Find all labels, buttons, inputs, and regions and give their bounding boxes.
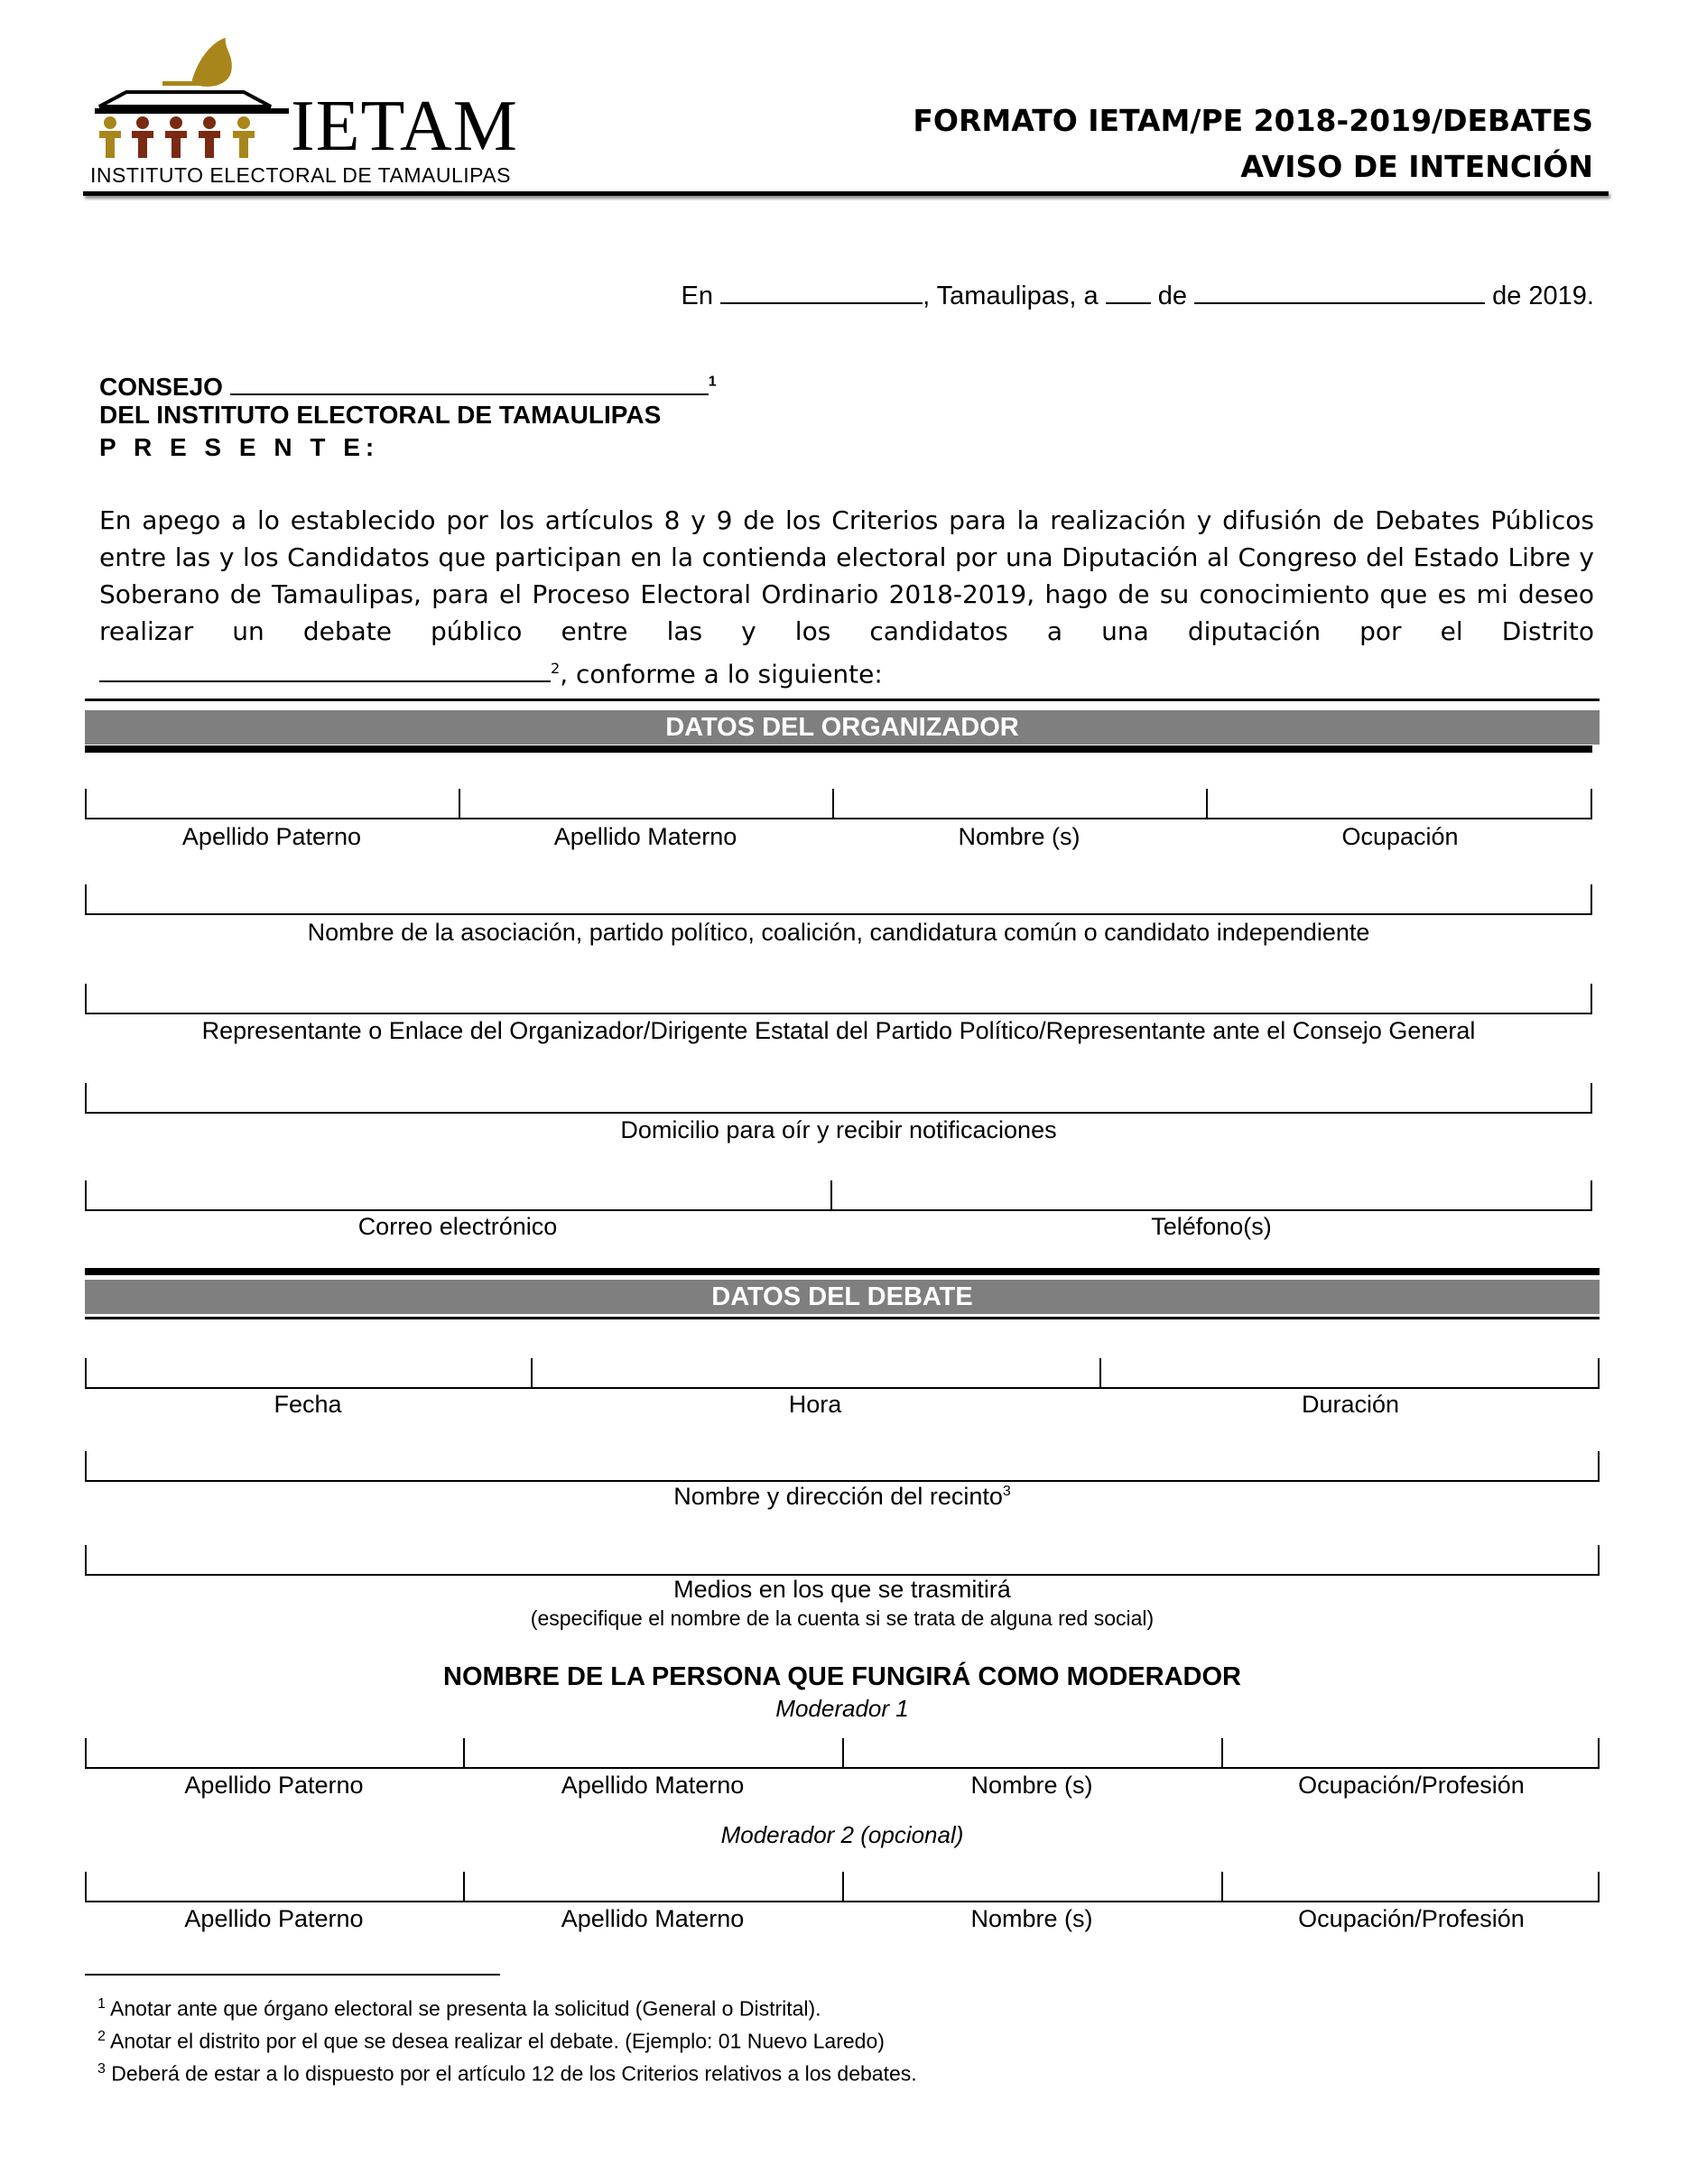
footnote-2 bbox=[97, 2029, 885, 2054]
field-divider bbox=[1591, 984, 1592, 1014]
footnote-1-text: Anotar ante que órgano electoral se presenta la solicitud (General o Distrital). bbox=[110, 1996, 821, 2021]
label-apellido-paterno: Apellido Paterno bbox=[181, 823, 362, 850]
addressee-consejo bbox=[99, 366, 717, 402]
label-fecha: Fecha bbox=[274, 1391, 342, 1418]
footnote-1 bbox=[97, 1996, 821, 2022]
field-divider bbox=[1598, 1358, 1600, 1389]
moderator-2-name-input[interactable] bbox=[844, 1872, 1220, 1901]
mod2-label-apellido-paterno: Apellido Paterno bbox=[184, 1905, 364, 1932]
label-representative: Representante o Enlace del Organizador/Dirigente Estatal del Partido Político/Representante ante el Consejo General bbox=[201, 1017, 1476, 1044]
address-input[interactable] bbox=[85, 1083, 1592, 1114]
section-rule-top bbox=[85, 1268, 1600, 1275]
intro-paragraph bbox=[99, 502, 1594, 692]
footnote-3-mark: 3 bbox=[97, 2061, 106, 2077]
field-divider bbox=[85, 1545, 87, 1576]
footnote-ref-1: 1 bbox=[708, 374, 717, 390]
district-field[interactable] bbox=[99, 653, 551, 682]
mod1-label-apellido-materno: Apellido Materno bbox=[561, 1772, 745, 1799]
label-venue bbox=[85, 1483, 1600, 1511]
place-en-label: En bbox=[681, 282, 713, 310]
footnote-ref-3: 3 bbox=[1002, 1484, 1011, 1499]
place-date-line bbox=[682, 275, 1594, 311]
moderator-1-label: Moderador 1 bbox=[775, 1695, 909, 1722]
label-phone: Teléfono(s) bbox=[1151, 1213, 1272, 1240]
document-title: FORMATO IETAM/PE 2018-2019/DEBATES bbox=[913, 103, 1593, 138]
phone-input[interactable] bbox=[832, 1180, 1589, 1209]
footnote-2-text: Anotar el distrito por el que se desea realizar el debate. (Ejemplo: 01 Nuevo Laredo) bbox=[110, 2029, 885, 2053]
de-label: de bbox=[1157, 282, 1187, 310]
intro-closing: , conforme a lo siguiente: bbox=[560, 659, 883, 689]
email-input[interactable] bbox=[87, 1180, 829, 1209]
field-divider bbox=[1598, 1545, 1600, 1576]
field-divider bbox=[85, 984, 87, 1014]
document-subtitle: AVISO DE INTENCIÓN bbox=[1240, 149, 1593, 184]
consejo-label: CONSEJO bbox=[99, 373, 223, 401]
intro-text: En apego a lo establecido por los artículos 8 y 9 de los Criterios para la realización y difusión de Debates Públicos entre las y los Candidatos que participan en la contienda electoral por una Diputación al Congreso del Estado Libre y Soberano de Tamaulipas, para el Proceso Electoral Ordinario 2018-2019, hago de su conocimiento que es mi deseo realizar un debate público entre las y los candidatos a una diputación por el Distrito bbox=[99, 505, 1594, 646]
field-divider bbox=[1591, 884, 1592, 915]
field-divider bbox=[1598, 1738, 1600, 1769]
moderator-1-occupation-input[interactable] bbox=[1223, 1738, 1596, 1767]
label-hora: Hora bbox=[788, 1391, 842, 1418]
label-nombre: Nombre (s) bbox=[958, 823, 1081, 850]
day-field[interactable] bbox=[1106, 275, 1151, 304]
footnote-3-text: Deberá de estar a lo dispuesto por el artículo 12 de los Criterios relativos a los debates. bbox=[111, 2061, 917, 2086]
field-divider bbox=[85, 1083, 87, 1114]
addressee-institute: DEL INSTITUTO ELECTORAL DE TAMAULIPAS bbox=[99, 401, 662, 429]
date-input[interactable] bbox=[87, 1358, 529, 1387]
media-input[interactable] bbox=[85, 1545, 1600, 1576]
organizer-section-header: DATOS DEL ORGANIZADOR bbox=[85, 710, 1600, 745]
year-label: de 2019. bbox=[1492, 282, 1594, 310]
field-divider bbox=[85, 1451, 87, 1482]
label-email: Correo electrónico bbox=[357, 1213, 558, 1240]
city-field[interactable] bbox=[720, 275, 923, 304]
section-rule-bottom bbox=[85, 745, 1592, 753]
label-duracion: Duración bbox=[1301, 1391, 1400, 1418]
month-field[interactable] bbox=[1194, 275, 1485, 304]
section-rule-bottom bbox=[85, 1317, 1600, 1319]
organizer-name-input[interactable] bbox=[834, 789, 1204, 818]
association-input[interactable] bbox=[85, 884, 1592, 915]
section-rule-top bbox=[85, 699, 1600, 701]
time-input[interactable] bbox=[533, 1358, 1098, 1387]
label-media: Medios en los que se trasmitirá bbox=[673, 1576, 1011, 1603]
moderator-1-name-input[interactable] bbox=[844, 1738, 1220, 1767]
field-divider bbox=[85, 884, 87, 915]
mod2-label-ocupacion: Ocupación/Profesión bbox=[1298, 1905, 1525, 1932]
field-divider bbox=[1598, 1451, 1600, 1482]
logo-subtitle: INSTITUTO ELECTORAL DE TAMAULIPAS bbox=[90, 163, 511, 187]
footnote-ref-2: 2 bbox=[551, 660, 561, 677]
debate-section-header: DATOS DEL DEBATE bbox=[85, 1280, 1600, 1314]
mod1-label-ocupacion: Ocupación/Profesión bbox=[1298, 1772, 1525, 1799]
field-divider bbox=[1591, 1083, 1592, 1114]
ietam-logo-emblem bbox=[90, 36, 298, 162]
footnote-3 bbox=[97, 2061, 917, 2087]
label-association: Nombre de la asociación, partido político, coalición, candidatura común o candidato independiente bbox=[307, 919, 1370, 946]
moderator-2-maternal-input[interactable] bbox=[465, 1872, 840, 1901]
addressee-presente: P R E S E N T E: bbox=[99, 433, 380, 461]
organizer-maternal-surname-input[interactable] bbox=[460, 789, 830, 818]
label-address: Domicilio para oír y recibir notificaciones bbox=[620, 1116, 1057, 1143]
mod2-label-nombre: Nombre (s) bbox=[970, 1905, 1093, 1932]
venue-label-text: Nombre y dirección del recinto bbox=[673, 1483, 1003, 1510]
moderator-2-occupation-input[interactable] bbox=[1223, 1872, 1596, 1901]
state-label: , Tamaulipas, a bbox=[923, 282, 1099, 310]
label-ocupacion: Ocupación bbox=[1341, 823, 1459, 850]
moderator-1-maternal-input[interactable] bbox=[465, 1738, 840, 1767]
field-divider bbox=[1591, 1180, 1592, 1211]
consejo-field[interactable] bbox=[230, 366, 709, 395]
moderator-2-paternal-input[interactable] bbox=[87, 1872, 461, 1901]
duration-input[interactable] bbox=[1101, 1358, 1596, 1387]
header-divider bbox=[83, 191, 1609, 196]
logo-acronym: IETAM bbox=[291, 87, 518, 166]
footnote-divider bbox=[85, 1974, 500, 1976]
mod2-label-apellido-materno: Apellido Materno bbox=[561, 1905, 745, 1932]
label-media-note: (especifique el nombre de la cuenta si se trata de alguna red social) bbox=[530, 1606, 1155, 1630]
organizer-occupation-input[interactable] bbox=[1208, 789, 1589, 818]
organizer-paternal-surname-input[interactable] bbox=[87, 789, 457, 818]
footnote-2-mark: 2 bbox=[97, 2029, 106, 2044]
footnote-1-mark: 1 bbox=[97, 1996, 106, 2012]
label-apellido-materno: Apellido Materno bbox=[553, 823, 737, 850]
field-divider bbox=[1591, 789, 1592, 819]
field-divider bbox=[1598, 1872, 1600, 1902]
moderator-section-title: NOMBRE DE LA PERSONA QUE FUNGIRÁ COMO MODERADOR bbox=[443, 1662, 1241, 1691]
representative-input[interactable] bbox=[85, 984, 1592, 1014]
mod1-label-nombre: Nombre (s) bbox=[970, 1772, 1093, 1799]
moderator-2-label: Moderador 2 (opcional) bbox=[720, 1821, 964, 1848]
mod1-label-apellido-paterno: Apellido Paterno bbox=[184, 1772, 364, 1799]
venue-input[interactable] bbox=[85, 1451, 1600, 1482]
moderator-1-paternal-input[interactable] bbox=[87, 1738, 461, 1767]
